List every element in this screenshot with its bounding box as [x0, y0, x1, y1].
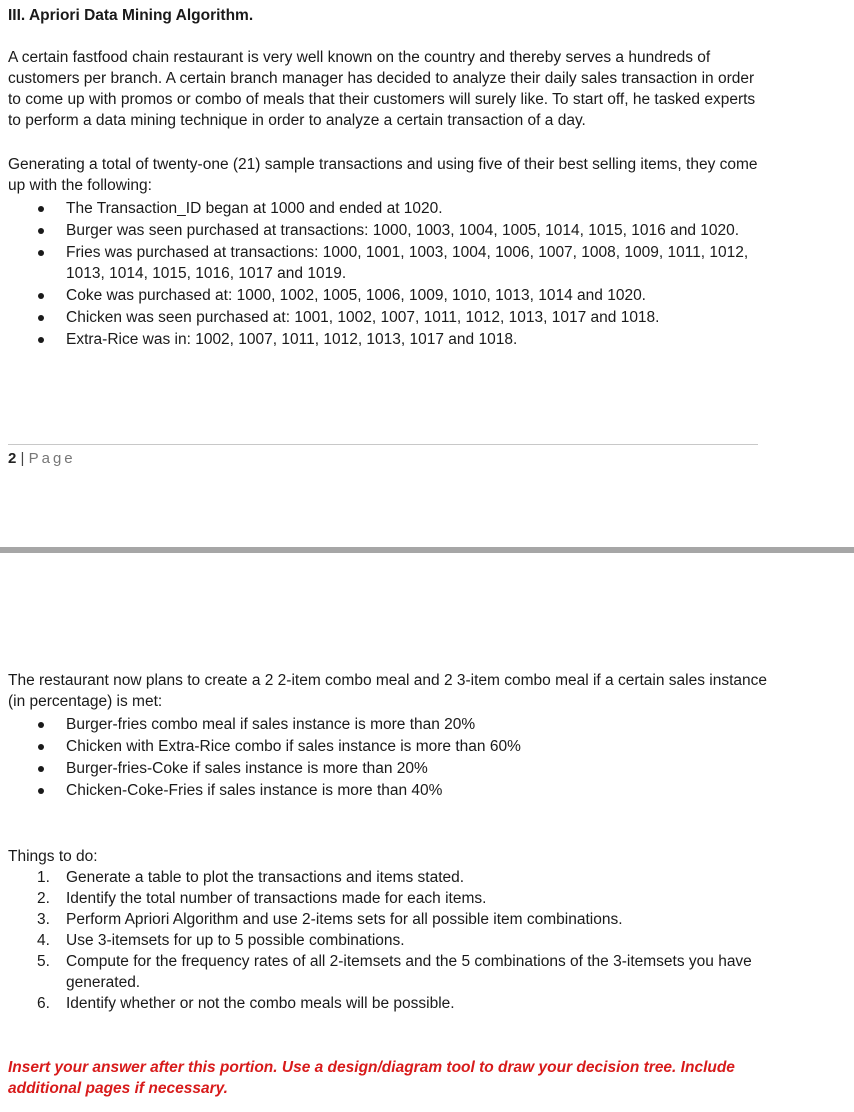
- transaction-list: [8, 198, 768, 351]
- task-number: 4.: [37, 932, 50, 949]
- list-item: Burger-fries-Coke if sales instance is more than 20%: [8, 758, 768, 779]
- task-text: Perform Apriori Algorithm and use 2-items sets for all possible item combinations.: [66, 911, 623, 928]
- page-number-separator: |: [20, 450, 25, 467]
- list-item: Burger was seen purchased at transactions: 1000, 1003, 1004, 1005, 1014, 1015, 1016 and 1020.: [8, 220, 768, 241]
- list-item: Coke was purchased at: 1000, 1002, 1005, 1006, 1009, 1010, 1013, 1014 and 1020.: [8, 285, 768, 306]
- page-number: [8, 448, 76, 469]
- things-to-do-heading: Things to do:: [8, 848, 98, 865]
- task-number: 3.: [37, 911, 50, 928]
- list-item: Chicken-Coke-Fries if sales instance is more than 40%: [8, 780, 768, 801]
- footer-divider: [8, 444, 758, 445]
- task-text: Use 3-itemsets for up to 5 possible combinations.: [66, 932, 405, 949]
- list-item: Chicken with Extra-Rice combo if sales instance is more than 60%: [8, 736, 768, 757]
- task-text: Identify the total number of transactions made for each items.: [66, 890, 487, 907]
- list-item: The Transaction_ID began at 1000 and ended at 1020.: [8, 198, 768, 219]
- task-number: 1.: [37, 869, 50, 886]
- list-item: [8, 930, 768, 951]
- list-item: [8, 993, 768, 1014]
- list-item: Chicken was seen purchased at: 1001, 1002, 1007, 1011, 1012, 1013, 1017 and 1018.: [8, 307, 768, 328]
- answer-instruction: Insert your answer after this portion. Use a design/diagram tool to draw your decision tree. Include additional pages if necessary.: [8, 1059, 735, 1097]
- task-number: 5.: [37, 953, 50, 970]
- list-item: Extra-Rice was in: 1002, 1007, 1011, 1012, 1013, 1017 and 1018.: [8, 329, 768, 350]
- list-item: [8, 909, 768, 930]
- task-number: 2.: [37, 890, 50, 907]
- intro-paragraph: A certain fastfood chain restaurant is very well known on the country and thereby serves a hundreds of customers per branch. A certain branch manager has decided to analyze their daily sales transaction in order to come up with promos or combo of meals that their customers will surely like. To start off, he tasked experts to perform a data mining technique in order to analyze a certain transaction of a day.: [8, 49, 756, 129]
- task-number: 6.: [37, 995, 50, 1012]
- section-heading: III. Apriori Data Mining Algorithm.: [8, 7, 254, 24]
- generating-paragraph: Generating a total of twenty-one (21) sample transactions and using five of their best selling items, they come up with the following:: [8, 156, 758, 194]
- page-number-value: 2: [8, 450, 17, 467]
- list-item: [8, 867, 768, 888]
- task-text: Compute for the frequency rates of all 2-itemsets and the 5 combinations of the 3-itemsets you have generated.: [66, 953, 752, 991]
- plans-paragraph: The restaurant now plans to create a 2 2-item combo meal and 2 3-item combo meal if a certain sales instance (in percentage) is met:: [8, 672, 768, 710]
- task-text: Identify whether or not the combo meals will be possible.: [66, 995, 455, 1012]
- combo-conditions-list: [8, 714, 768, 802]
- page-label: Page: [28, 450, 76, 467]
- task-list: [8, 867, 768, 1014]
- task-text: Generate a table to plot the transactions and items stated.: [66, 869, 465, 886]
- list-item: [8, 888, 768, 909]
- list-item: Burger-fries combo meal if sales instance is more than 20%: [8, 714, 768, 735]
- list-item: Fries was purchased at transactions: 1000, 1001, 1003, 1004, 1006, 1007, 1008, 1009, 1011, 1012, 1013, 1014, 1015, 1016, 1017 and 1019.: [8, 242, 768, 284]
- list-item: [8, 951, 768, 993]
- page-break-divider: [0, 547, 854, 553]
